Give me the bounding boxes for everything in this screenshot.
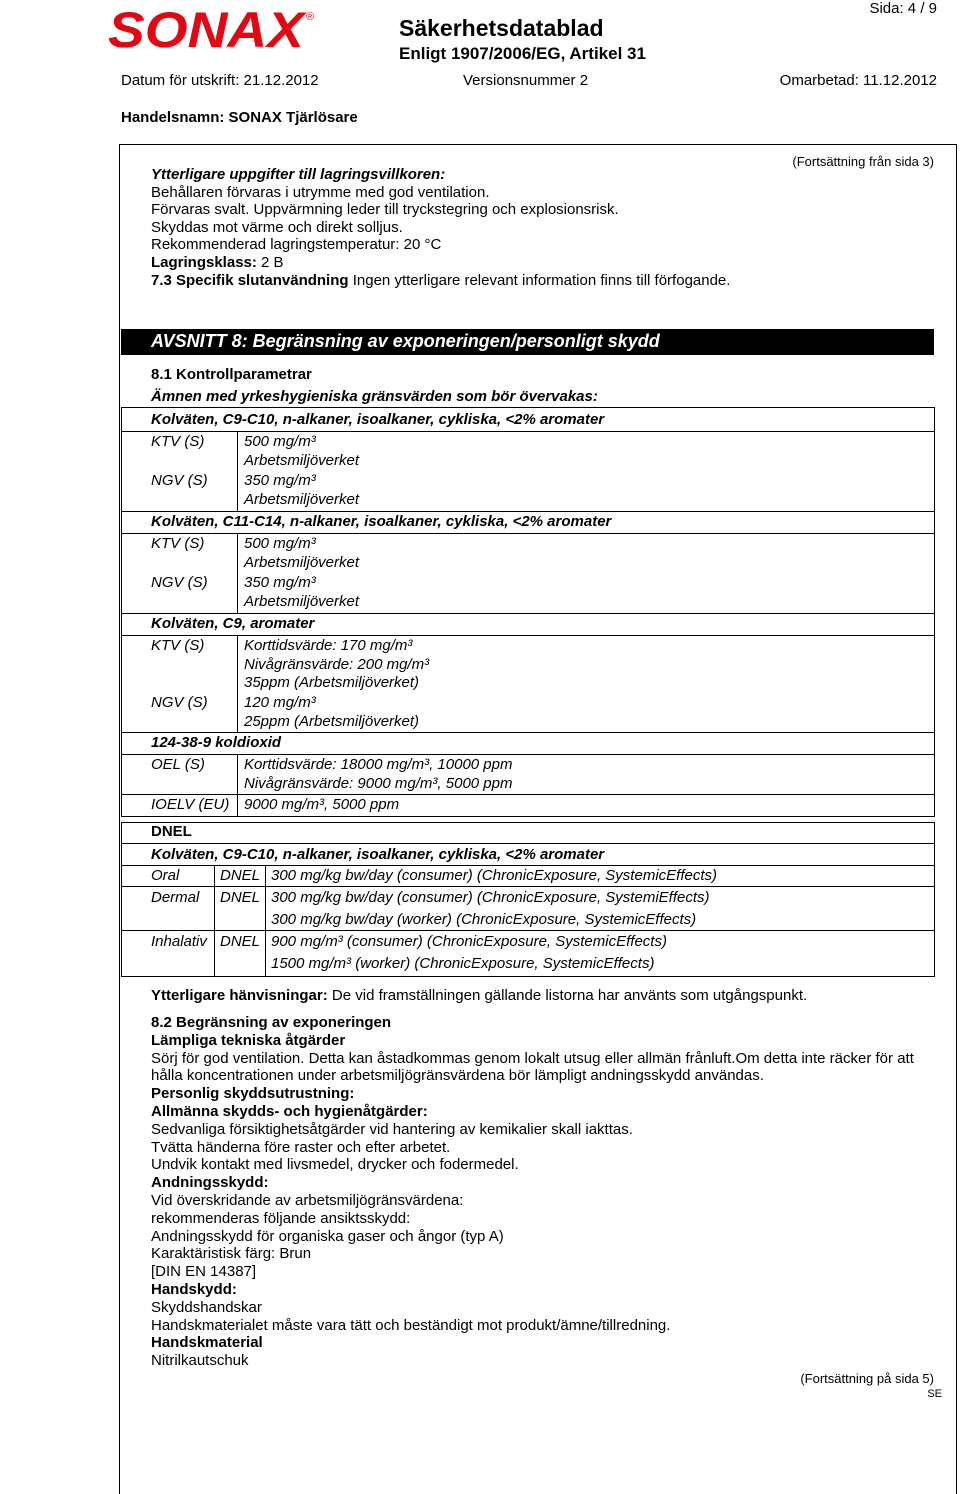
- limit-values: [244, 433, 359, 470]
- column-divider: [265, 865, 266, 977]
- control-parameters-heading: 8.1 Kontrollparametrar: [151, 366, 312, 383]
- limit-values: [244, 637, 429, 693]
- hand-protection-line: Skyddshandskar: [151, 1298, 262, 1316]
- storage-line: Behållaren förvaras i utrymme med god ventilation.: [151, 183, 490, 201]
- limit-value: 500 mg/m³: [244, 535, 316, 552]
- further-references-value: De vid framställningen gällande listorna har använts som utgångspunkt.: [331, 987, 808, 1004]
- storage-class-value: 2 B: [261, 253, 284, 271]
- limit-code: IOELV (EU): [151, 796, 230, 813]
- limit-code: KTV (S): [151, 535, 205, 552]
- registered-mark: ®: [306, 11, 315, 23]
- specific-end-use-label: 7.3 Specifik slutanvändning: [151, 271, 349, 289]
- column-divider: [237, 754, 238, 817]
- hygiene-line: Undvik kontakt med livsmedel, drycker och fodermedel.: [151, 1156, 519, 1174]
- substance-name: Kolväten, C9, aromater: [151, 615, 315, 632]
- storage-heading: Ytterligare uppgifter till lagringsvillkoren:: [151, 166, 446, 183]
- limit-values: [244, 535, 359, 572]
- limit-value: 500 mg/m³: [244, 433, 316, 450]
- document-subtitle: Enligt 1907/2006/EG, Artikel 31: [399, 44, 646, 63]
- sonax-logo-graphic: [108, 6, 320, 52]
- dnel-route: Inhalativ: [151, 933, 207, 950]
- row-divider: [121, 613, 935, 614]
- row-divider: [121, 635, 935, 636]
- limit-code: KTV (S): [151, 433, 205, 450]
- column-divider: [237, 635, 238, 732]
- technical-measures-heading: Lämpliga tekniska åtgärder: [151, 1031, 346, 1049]
- dnel-value: 300 mg/kg bw/day (consumer) (ChronicExposure, SystemiEffects): [271, 889, 710, 906]
- further-references-label: Ytterligare hänvisningar:: [151, 987, 328, 1004]
- dnel-type: DNEL: [220, 867, 261, 884]
- limit-value: Nivågränsvärde: 9000 mg/m³, 5000 ppm: [244, 774, 513, 792]
- limit-value: Arbetsmiljöverket: [244, 592, 360, 610]
- respiratory-heading: Andningsskydd:: [151, 1174, 269, 1192]
- respiratory-line: [DIN EN 14387]: [151, 1263, 257, 1281]
- dnel-value: 1500 mg/m³ (worker) (ChronicExposure, SystemicEffects): [271, 955, 655, 972]
- respiratory-line: Andningsskydd för organiska gaser och ångor (typ A): [151, 1227, 504, 1245]
- limit-code: NGV (S): [151, 694, 208, 711]
- glove-material-value: Nitrilkautschuk: [151, 1352, 249, 1370]
- respiratory-line: rekommenderas följande ansiktsskydd:: [151, 1209, 411, 1227]
- column-divider: [237, 533, 238, 613]
- sonax-logo: [108, 6, 320, 52]
- limit-value: Korttidsvärde: 170 mg/m³: [244, 637, 413, 654]
- row-divider: [121, 886, 935, 887]
- limit-value: Arbetsmiljöverket: [244, 451, 360, 469]
- technical-measures-text: Sörj för god ventilation. Detta kan åstadkommas genom lokalt utsug eller allmän frånluft.Om detta inte räcker för att hålla koncentrationen under arbetsmiljögränsvärdena bör lämpligt andningsskydd användas.: [151, 1049, 914, 1085]
- storage-line: Rekommenderad lagringstemperatur: 20 °C: [151, 236, 442, 254]
- row-divider: [121, 843, 935, 844]
- limit-value: Nivågränsvärde: 200 mg/m³: [244, 655, 430, 673]
- storage-class-label: Lagringsklass:: [151, 253, 257, 271]
- logo-wordmark: SONAX: [108, 6, 307, 52]
- respiratory-line: Karaktäristisk färg: Brun: [151, 1245, 312, 1263]
- limit-values: [244, 796, 399, 815]
- exposure-controls: [151, 1014, 921, 1370]
- substance-name: Kolväten, C9-C10, n-alkaner, isoalkaner, cykliska, <2% aromater: [151, 411, 605, 428]
- language-code: SE: [927, 1388, 942, 1400]
- hygiene-heading: Allmänna skydds- och hygienåtgärder:: [151, 1102, 428, 1120]
- row-divider: [121, 930, 935, 931]
- dnel-type: DNEL: [220, 889, 261, 906]
- limit-value: Korttidsvärde: 18000 mg/m³, 10000 ppm: [244, 756, 513, 773]
- hand-protection-heading: Handskydd:: [151, 1280, 237, 1298]
- limit-value: Arbetsmiljöverket: [244, 553, 360, 571]
- dnel-value: 300 mg/kg bw/day (consumer) (ChronicExposure, SystemicEffects): [271, 867, 717, 884]
- dnel-route: Oral: [151, 867, 180, 884]
- row-divider: [121, 533, 935, 534]
- row-divider: [121, 511, 935, 512]
- limit-code: NGV (S): [151, 574, 208, 591]
- substance-name: 124-38-9 koldioxid: [151, 734, 282, 751]
- limit-code: OEL (S): [151, 756, 205, 773]
- section-8-title: AVSNITT 8: Begränsning av exponeringen/personligt skydd: [151, 331, 660, 351]
- storage-info: [151, 166, 730, 289]
- limit-values: [244, 756, 512, 793]
- storage-line: Förvaras svalt. Uppvärmning leder till tryckstegring och explosionsrisk.: [151, 201, 619, 219]
- hygiene-line: Sedvanliga försiktighetsåtgärder vid hantering av kemikalier skall iakttas.: [151, 1120, 633, 1138]
- print-date: Datum för utskrift: 21.12.2012: [121, 72, 319, 89]
- limit-value: 350 mg/m³: [244, 472, 316, 489]
- specific-end-use: [151, 272, 730, 290]
- limit-value: 35ppm (Arbetsmiljöverket): [244, 674, 420, 691]
- limit-values: [244, 574, 359, 611]
- limit-value: 350 mg/m³: [244, 574, 316, 591]
- dnel-value: 300 mg/kg bw/day (worker) (ChronicExposure, SystemicEffects): [271, 911, 697, 928]
- limit-code: KTV (S): [151, 637, 205, 654]
- column-divider: [237, 431, 238, 511]
- version-number: Versionsnummer 2: [463, 72, 589, 89]
- storage-class: [151, 254, 730, 272]
- limit-value: Arbetsmiljöverket: [244, 490, 360, 508]
- further-references: [151, 987, 807, 1004]
- respiratory-line: Vid överskridande av arbetsmiljögränsvärdena:: [151, 1191, 464, 1209]
- ppe-heading: Personlig skyddsutrustning:: [151, 1085, 355, 1103]
- hand-protection-line: Handskmaterialet måste vara tätt och beständigt mot produkt/ämne/tillredning.: [151, 1316, 671, 1334]
- limit-value: 25ppm (Arbetsmiljöverket): [244, 712, 420, 730]
- column-divider: [214, 865, 215, 977]
- row-divider: [121, 865, 935, 866]
- dnel-substance: Kolväten, C9-C10, n-alkaner, isoalkaner, cykliska, <2% aromater: [151, 846, 605, 863]
- product-name: Handelsnamn: SONAX Tjärlösare: [121, 109, 358, 126]
- dnel-type: DNEL: [220, 933, 261, 950]
- page-number: Sida: 4 / 9: [869, 0, 937, 17]
- row-divider: [121, 431, 935, 432]
- dnel-route: Dermal: [151, 889, 200, 906]
- limit-values: [244, 472, 359, 509]
- glove-material-heading: Handskmaterial: [151, 1334, 263, 1352]
- continued-to: (Fortsättning på sida 5): [800, 1371, 934, 1386]
- exposure-controls-heading: 8.2 Begränsning av exponeringen: [151, 1014, 392, 1031]
- row-divider: [121, 754, 935, 755]
- row-divider: [121, 732, 935, 733]
- hygiene-line: Tvätta händerna före raster och efter arbetet.: [151, 1138, 451, 1156]
- continued-from: (Fortsättning från sida 3): [792, 154, 934, 169]
- limit-values: [244, 694, 419, 731]
- limit-code: NGV (S): [151, 472, 208, 489]
- oel-intro: Ämnen med yrkeshygieniska gränsvärden som bör övervakas:: [151, 388, 598, 405]
- storage-line: Skyddas mot värme och direkt solljus.: [151, 218, 403, 236]
- dnel-heading: DNEL: [151, 823, 192, 840]
- row-divider: [121, 794, 935, 795]
- substance-name: Kolväten, C11-C14, n-alkaner, isoalkaner, cykliska, <2% aromater: [151, 513, 612, 530]
- dnel-value: 900 mg/m³ (consumer) (ChronicExposure, SystemicEffects): [271, 933, 667, 950]
- limit-value: 9000 mg/m³, 5000 ppm: [244, 796, 400, 813]
- document-title: Säkerhetsdatablad: [399, 15, 604, 41]
- revised-date: Omarbetad: 11.12.2012: [779, 72, 937, 89]
- limit-value: 120 mg/m³: [244, 694, 316, 711]
- specific-end-use-value: Ingen ytterligare relevant information finns till förfogande.: [352, 271, 731, 289]
